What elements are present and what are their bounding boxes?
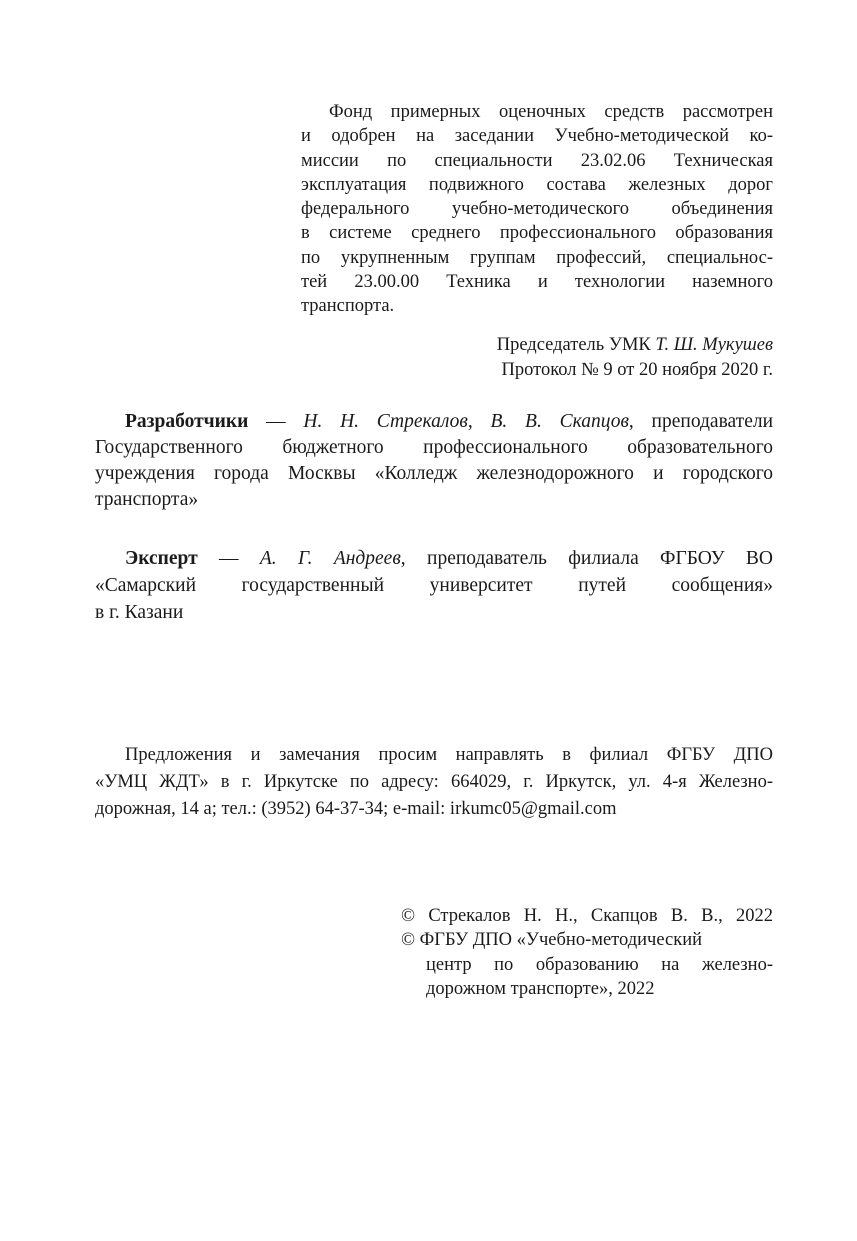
expert-line: «Самарский государственный университет путей сообщения» [95,575,773,596]
developers-paragraph [95,409,773,513]
approval-line: и одобрен на заседании Учебно-методической ко- [301,126,773,147]
developers-role: , преподаватели [628,411,774,432]
developers-label: Разработчики [125,411,249,432]
expert-role: , преподаватель филиала ФГБОУ ВО [400,548,774,569]
developer-name-1: Н. Н. Стрекалов [303,411,468,432]
developers-line: транспорта» [95,489,199,510]
chairman-name: Т. Ш. Мукушев [655,335,773,355]
expert-line [95,545,773,572]
developer-name-2: В. В. Скапцов [490,411,629,432]
contacts-line: «УМЦ ЖДТ» в г. Иркутске по адресу: 664029, г. Иркутск, ул. 4-я Железно- [95,772,773,792]
contacts-line: Предложения и замечания просим направлять в филиал ФГБУ ДПО [125,745,773,765]
developers-dash: — [266,411,286,432]
copyright-line: © ФГБУ ДПО «Учебно-методический [401,930,703,951]
copyright-line: © Стрекалов Н. Н., Скапцов В. В., 2022 [401,906,773,926]
approval-line: федерального учебно-методического объединения [301,199,773,220]
approval-line: по укрупненным группам профессий, специальнос- [301,247,773,268]
developers-line [95,409,773,435]
expert-paragraph [95,545,773,626]
contacts-line: дорожная, 14 а; тел.: (3952) 64-37-34; e-mail: irkumc05@gmail.com [95,799,617,819]
approval-line: в системе среднего профессионального образования [301,223,773,244]
contacts-paragraph [95,742,773,823]
chairman-signature [353,333,773,383]
chairman-label: Председатель УМК [496,335,651,355]
developers-line: учреждения города Москвы «Колледж железнодорожного и городского [95,463,773,484]
copyright-line: центр по образованию на железно- [426,954,773,975]
chairman-line [353,333,773,358]
approval-line: эксплуатация подвижного состава железных дорог [301,174,773,195]
approval-line: Фонд примерных оценочных средств рассмотрен [329,102,773,122]
approval-line: миссии по специальности 23.02.06 Техническая [301,150,773,171]
protocol-line: Протокол № 9 от 20 ноября 2020 г. [501,360,773,380]
developers-line: Государственного бюджетного профессионального образовательного [95,437,773,458]
approval-line: тей 23.00.00 Техника и технологии наземного [301,272,773,293]
expert-label: Эксперт [125,548,198,569]
copyright-block [401,904,773,1001]
expert-dash: — [219,548,239,569]
approval-line: транспорта. [301,296,395,317]
approval-paragraph [301,100,773,319]
expert-name: А. Г. Андреев [259,548,401,569]
copyright-line: дорожном транспорте», 2022 [426,978,655,999]
developers-comma: , [467,411,473,432]
expert-line: в г. Казани [95,602,184,623]
